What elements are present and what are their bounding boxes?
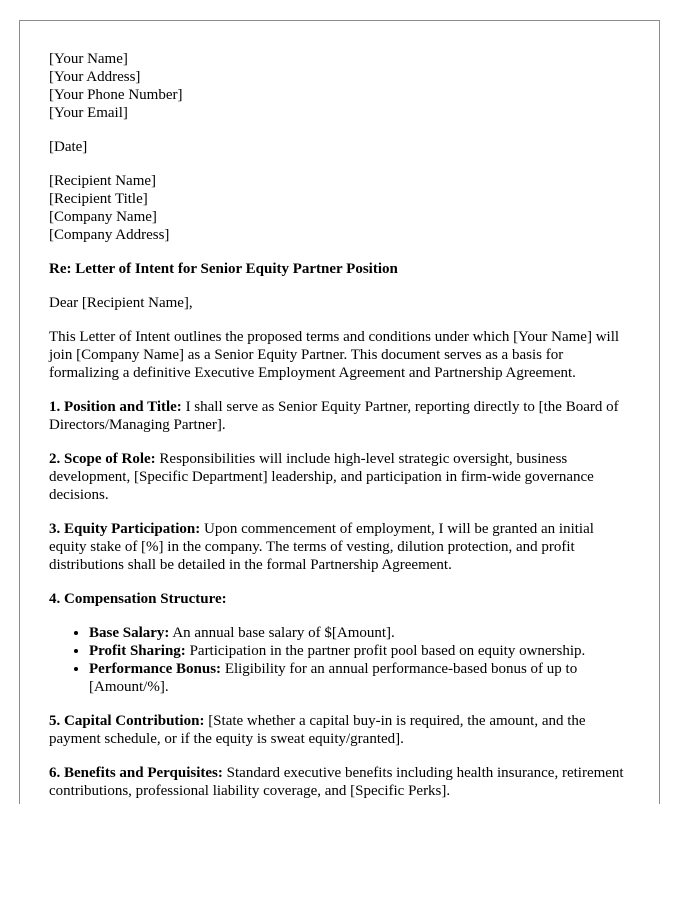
section-heading: 3. Equity Participation:: [49, 521, 201, 537]
recipient-address: [Company Address]: [49, 227, 170, 243]
sender-email: [Your Email]: [49, 105, 128, 121]
list-item-text: An annual base salary of $[Amount].: [169, 625, 395, 641]
section-heading: 5. Capital Contribution:: [49, 713, 205, 729]
section-heading: 2. Scope of Role:: [49, 451, 156, 467]
list-item: [89, 624, 630, 642]
section-equity: [49, 520, 630, 574]
letter-date: [Date]: [49, 139, 88, 155]
date-line: [49, 138, 630, 156]
list-item-label: Profit Sharing:: [89, 643, 186, 659]
subject-line: [49, 260, 630, 278]
sender-block: [49, 50, 630, 122]
recipient-company: [Company Name]: [49, 209, 157, 225]
recipient-name: [Recipient Name]: [49, 173, 157, 189]
section-body: Standard executive benefits including health insurance, retirement contributions, professional liability coverage, and [Specific Perks].: [49, 765, 624, 799]
letter-content: [20, 21, 659, 800]
letter-page: [19, 20, 660, 804]
section-heading: 1. Position and Title:: [49, 399, 182, 415]
section-body: [State whether a capital buy-in is required, the amount, and the payment schedule, or if the equity is sweat equity/granted].: [49, 713, 586, 747]
recipient-title: [Recipient Title]: [49, 191, 148, 207]
section-body: Upon commencement of employment, I will be granted an initial equity stake of [%] in the company. The terms of vesting, dilution protection, and profit distributions shall be detailed in the formal Partnership Agreement.: [49, 521, 594, 573]
list-item: [89, 642, 630, 660]
sender-name: [Your Name]: [49, 51, 128, 67]
section-body: I shall serve as Senior Equity Partner, reporting directly to [the Board of Directors/Managing Partner].: [49, 399, 619, 433]
salutation: Dear [Recipient Name],: [49, 295, 193, 311]
section-compensation: [49, 590, 630, 608]
list-item-label: Performance Bonus:: [89, 661, 222, 677]
section-heading: 6. Benefits and Perquisites:: [49, 765, 223, 781]
list-item: [89, 660, 630, 696]
sender-address: [Your Address]: [49, 69, 141, 85]
intro-paragraph: This Letter of Intent outlines the proposed terms and conditions under which [Your Name] will join [Company Name] as a Senior Equity Partner. This document serves as a basis for formalizing a definitive Executive Employment Agreement and Partnership Agreement.: [49, 329, 620, 381]
list-item-text: Eligibility for an annual performance-based bonus of up to [Amount/%].: [89, 661, 578, 695]
subject-text: Re: Letter of Intent for Senior Equity Partner Position: [49, 261, 398, 277]
section-scope: [49, 450, 630, 504]
recipient-block: [49, 172, 630, 244]
section-heading: 4. Compensation Structure:: [49, 591, 227, 607]
sender-phone: [Your Phone Number]: [49, 87, 183, 103]
section-position: [49, 398, 630, 434]
section-capital: [49, 712, 630, 748]
list-item-text: Participation in the partner profit pool based on equity ownership.: [185, 643, 586, 659]
section-body: Responsibilities will include high-level strategic oversight, business development, [Specific Department] leadership, and participation in firm-wide governance decisions.: [49, 451, 594, 503]
list-item-label: Base Salary:: [89, 625, 170, 641]
section-benefits: [49, 764, 630, 800]
compensation-list: [49, 624, 630, 696]
